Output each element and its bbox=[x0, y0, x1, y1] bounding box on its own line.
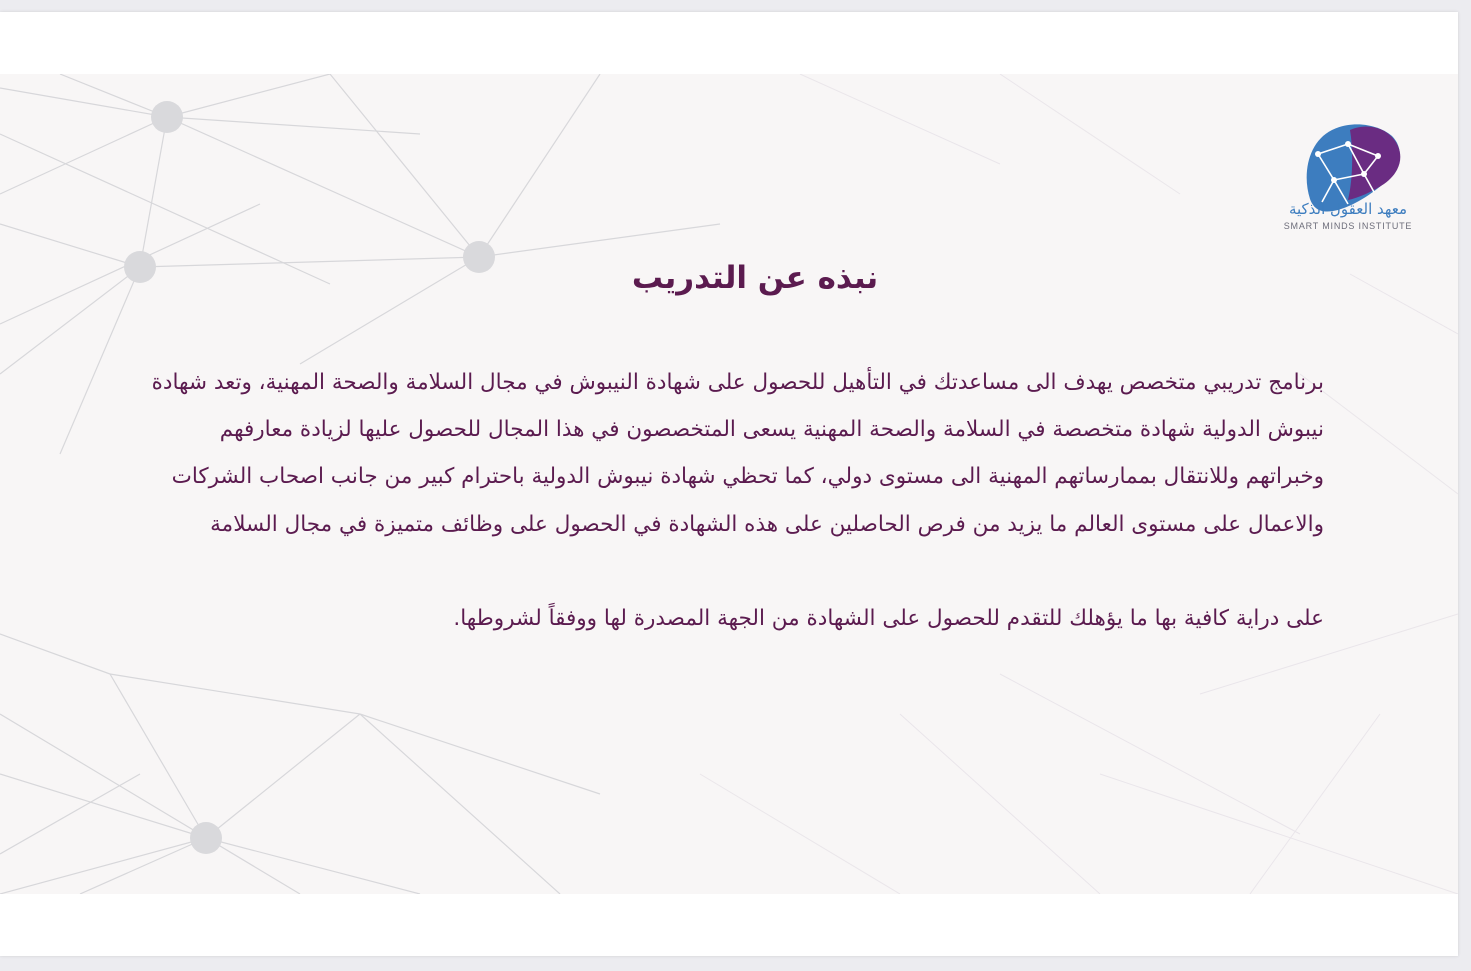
paragraph-1: برنامج تدريبي متخصص يهدف الى مساعدتك في التأهيل للحصول على شهادة النيبوش في مجال السلامة والصحة المهنية، وتعد شهادة نيبوش الدولية شهادة متخصصة في السلامة والصحة المهنية يسعى المتخصصون في هذا المجال للحصول عليها لزيادة معارفهم وخبراتهم وللانتقال بممارساتهم المهنية الى مستوى دولي، كما تحظي شهادة نيبوش الدولية باحترام كبير من جانب اصحاب الشركات والاعمال على مستوى العالم ما يزيد من فرص الحاصلين على هذه الشهادة في الحصول على وظائف متميزة في مجال السلامة bbox=[151, 370, 1324, 537]
slide bbox=[0, 74, 1458, 894]
document-page bbox=[0, 12, 1458, 956]
logo-name-arabic: معهد العقول الذكية bbox=[1288, 200, 1408, 218]
section-body bbox=[138, 359, 1324, 642]
paragraph-2: على دراية كافية بها ما يؤهلك للتقدم للحصول على الشهادة من الجهة المصدرة لها ووفقاً لشروطها. bbox=[453, 605, 1324, 631]
logo-name-english: SMART MINDS INSTITUTE bbox=[1283, 221, 1413, 231]
section-title: نبذه عن التدريب bbox=[631, 260, 879, 296]
